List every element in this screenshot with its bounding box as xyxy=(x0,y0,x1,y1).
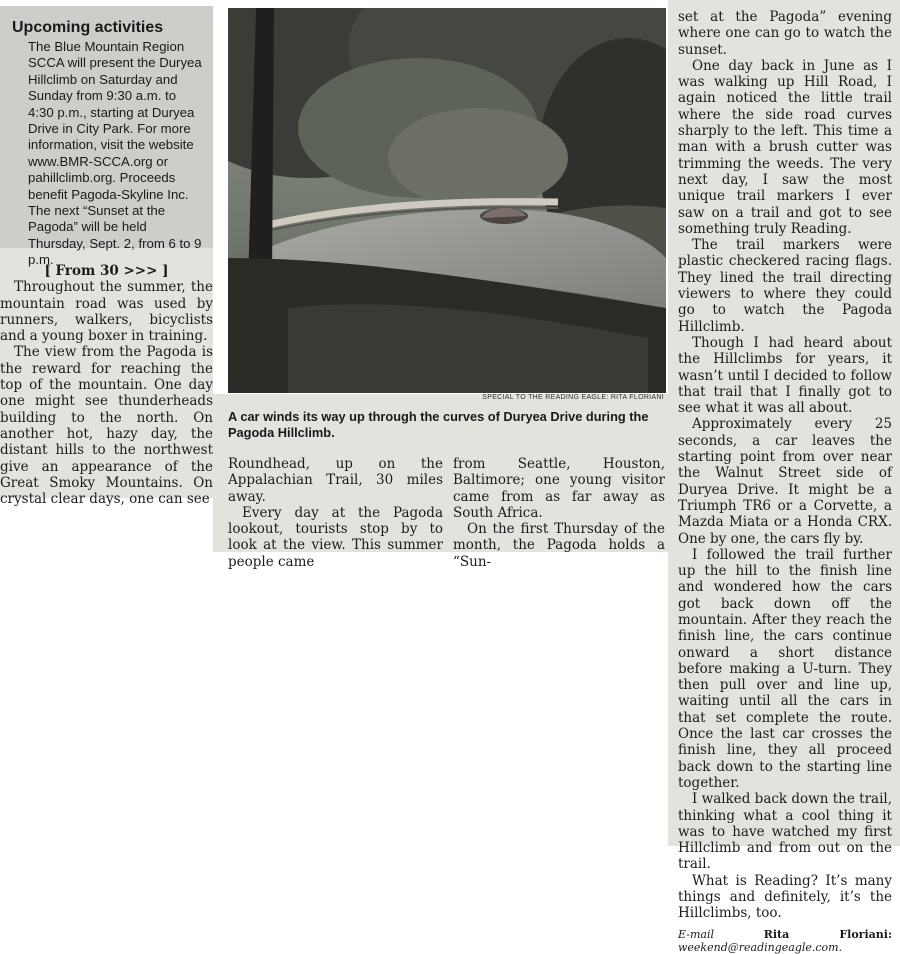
article-paragraph: On the first Thursday of the month, the Pagoda holds a “Sun- xyxy=(453,521,665,570)
sidebar-title: Upcoming activities xyxy=(12,19,164,36)
article-column-3 xyxy=(453,456,665,570)
article-paragraph: One day back in June as I was walking up Hill Road, I again noticed the little trail where the side road curves sharply to the left. This time a man with a brush cutter was trimming the weeds. The very next day, I saw the most unique trail markers I ever saw on a trail and got to see something truly Reading. xyxy=(678,57,892,237)
article-paragraph: Approximately every 25 seconds, a car leaves the starting point from over near the Walnut Street side of Duryea Drive. It might be a Triumph TR6 or a Corvette, a Mazda Miata or a Honda CRX. One by one, the cars fly by. xyxy=(678,416,892,547)
article-column-4 xyxy=(678,9,892,954)
article-paragraph: Roundhead, up on the Appalachian Trail, 30 miles away. xyxy=(228,456,443,505)
sidebar-paragraph: The Blue Mountain Region SCCA will present the Duryea Hillclimb on Saturday and Sunday from 9:30 a.m. to 4:30 p.m., starting at Duryea Drive in City Park. For more information, visit the website www.BMR-SCCA.org or pahillclimb.org. Proceeds benefit Pagoda-Skyline Inc. xyxy=(28,39,202,202)
photo-credit: SPECIAL TO THE READING EAGLE: RITA FLORIANI xyxy=(482,394,664,401)
upcoming-activities-box xyxy=(0,6,213,268)
article-paragraph: from Seattle, Houston, Baltimore; one young visitor came from as far away as South Africa. xyxy=(453,456,665,521)
article-paragraph: What is Reading? It’s many things and definitely, it’s the Hillclimbs, too. xyxy=(678,872,892,922)
hillclimb-photo xyxy=(228,8,666,393)
article-column-1 xyxy=(0,263,213,507)
article-column-2 xyxy=(228,456,443,570)
article-paragraph: The trail markers were plastic checkered racing flags. They lined the trail directing viewers to where they could go to watch the Pagoda Hillclimb. xyxy=(678,237,892,335)
article-paragraph: Every day at the Pagoda lookout, tourists stop by to look at the view. This summer people came xyxy=(228,504,443,570)
article-paragraph: I followed the trail further up the hill to the finish line and wondered how the cars got back down off the mountain. After they reach the finish line, the cars continue onward a short distance before making a U-turn. They then pull over and line up, waiting until all the cars in that set complete the route. Once the last car crosses the finish line, they all proceed back down to the starting line together. xyxy=(678,546,892,791)
author-signature xyxy=(678,928,892,954)
author-email: weekend@readingeagle.com. xyxy=(678,940,843,954)
article-paragraph: Throughout the summer, the mountain road was used by runners, walkers, bicyclists and a young boxer in training. xyxy=(0,279,213,345)
sidebar-paragraph: The next “Sunset at the Pagoda” will be held Thursday, Sept. 2, from 6 to 9 p.m. xyxy=(28,203,202,268)
article-paragraph: I walked back down the trail, thinking what a cool thing it was to have watched my first Hillclimb and from out on the trail. xyxy=(678,791,892,873)
photo-caption: A car winds its way up through the curves of Duryea Drive during the Pagoda Hillclimb. xyxy=(228,409,649,440)
article-paragraph: The view from the Pagoda is the reward for reaching the top of the mountain. One day one might see thunderheads building to the north. On another hot, hazy day, the distant hills to the northwest give an appearance of the Great Smoky Mountains. On crystal clear days, one can see xyxy=(0,344,213,508)
article-paragraph: set at the Pagoda” evening where one can go to watch the sunset. xyxy=(678,9,892,58)
jump-line: [ From 30 >>> ] xyxy=(44,263,169,279)
article-paragraph: Though I had heard about the Hillclimbs for years, it wasn’t until I decided to follow that trail that I finally got to see what it was all about. xyxy=(678,334,892,417)
signature-prefix: E-mail xyxy=(678,927,714,941)
author-name: Rita Floriani: xyxy=(763,927,892,941)
